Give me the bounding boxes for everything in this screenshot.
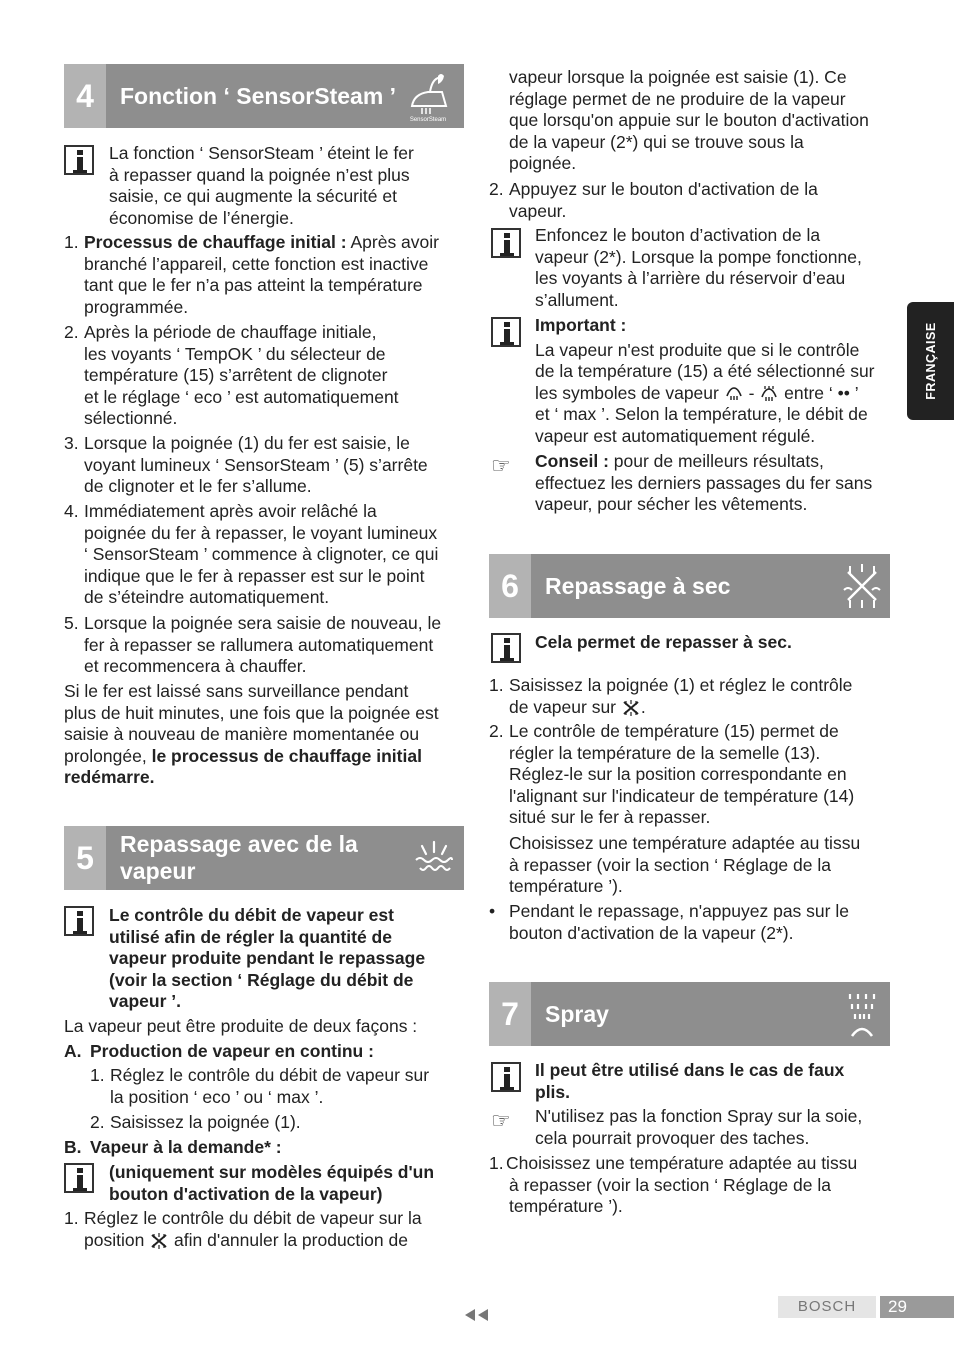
spray-note: Il peut être utilisé dans le cas de faux plis. <box>535 1060 845 1102</box>
double-arrow-left-icon <box>463 1307 491 1323</box>
two-ways-paragraph: La vapeur peut être produite de deux façons : <box>64 1016 418 1036</box>
language-tab: FRANÇAISE <box>907 302 954 420</box>
section-6-header <box>489 554 890 618</box>
on-demand-continuation: vapeur lorsque la poignée est saisie (1). Ce réglage permet de ne produire de la vapeur que lorsqu'on appuie sur le bouton d'activation de la vapeur (2*) qui se trouve sous la poignée. <box>509 67 869 174</box>
steam-high-icon <box>759 385 779 403</box>
section-number: 4 <box>64 64 106 128</box>
previous-page-arrows[interactable] <box>463 1307 491 1328</box>
tip-note: Conseil : pour de meilleurs résultats, effectuez les derniers passages du fer sans vapeur, pour sécher les vêtements. <box>535 451 873 515</box>
info-icon <box>64 145 94 175</box>
steam-icon <box>408 832 460 884</box>
sensorsteam-intro: La fonction ‘ SensorSteam ’ éteint le fer à repasser quand la poignée n’est plus saisie, ce qui augmente la sécurité et économise de l’énergie. <box>109 143 414 228</box>
steam-control-note: Le contrôle du débit de vapeur est utilisé afin de régler la quantité de vapeur produite pendant le repassage (voir la section ‘ Réglage du débit de vapeur ’. <box>109 905 426 1012</box>
sensorsteam-icon <box>402 70 454 122</box>
pointing-hand-icon: ☞ <box>491 1108 511 1133</box>
info-icon <box>491 317 521 347</box>
pump-note: Enfoncez le bouton d’activation de la vapeur (2*). Lorsque la pompe fonctionne, les voyants à l’arrière du réservoir d’eau s’allument. <box>535 225 862 310</box>
steam-low-icon <box>724 386 744 402</box>
section-7-header <box>489 982 890 1046</box>
section-number: 5 <box>64 826 106 890</box>
unattended-paragraph: Si le fer est laissé sans surveillance pendant plus de huit minutes, une fois que la poignée est saisie à nouveau de manière momentanée ou prolongée, le processus de chauffage initial redémarre. <box>64 681 439 788</box>
info-icon <box>491 1062 521 1092</box>
pointing-hand-icon: ☞ <box>491 453 511 478</box>
on-demand-note: (uniquement sur modèles équipés d'un bouton d'activation de la vapeur) <box>109 1162 435 1204</box>
section-title: Spray <box>545 1000 609 1027</box>
info-icon <box>491 633 521 663</box>
section-title: Repassage avec de la vapeur <box>120 831 358 884</box>
continuous-steam-heading: A. Production de vapeur en continu : <box>64 1041 374 1061</box>
section-number: 7 <box>489 982 531 1046</box>
info-icon <box>491 228 521 258</box>
no-steam-icon <box>621 699 641 717</box>
dry-ironing-note: Cela permet de repasser à sec. <box>535 632 792 652</box>
no-steam-icon <box>836 560 888 612</box>
info-icon <box>64 1163 94 1193</box>
on-demand-steam-heading: B. Vapeur à la demande* : <box>64 1137 282 1157</box>
brand-label: BOSCH <box>778 1296 876 1318</box>
no-steam-icon <box>149 1232 169 1250</box>
important-note: Important : La vapeur n'est produite que si le contrôle de la température (15) a été sélectionné sur les symboles de vapeur - entre ‘ •• ’ et ‘ max ’. Selon la température, le débit de vapeur est automatiquement régulé. <box>535 315 875 446</box>
section-title: Fonction ‘ SensorSteam ’ <box>120 82 397 109</box>
section-title: Repassage à sec <box>545 572 731 599</box>
section-5-header <box>64 826 464 890</box>
section-4-header <box>64 64 464 128</box>
page-number: 29 <box>880 1296 954 1318</box>
spray-icon <box>836 988 888 1040</box>
sensorsteam-icon-label: SensorSteam <box>409 117 447 122</box>
silk-warning: N'utilisez pas la fonction Spray sur la soie, cela pourrait provoquer des taches. <box>535 1106 863 1148</box>
info-icon <box>64 906 94 936</box>
section-number: 6 <box>489 554 531 618</box>
